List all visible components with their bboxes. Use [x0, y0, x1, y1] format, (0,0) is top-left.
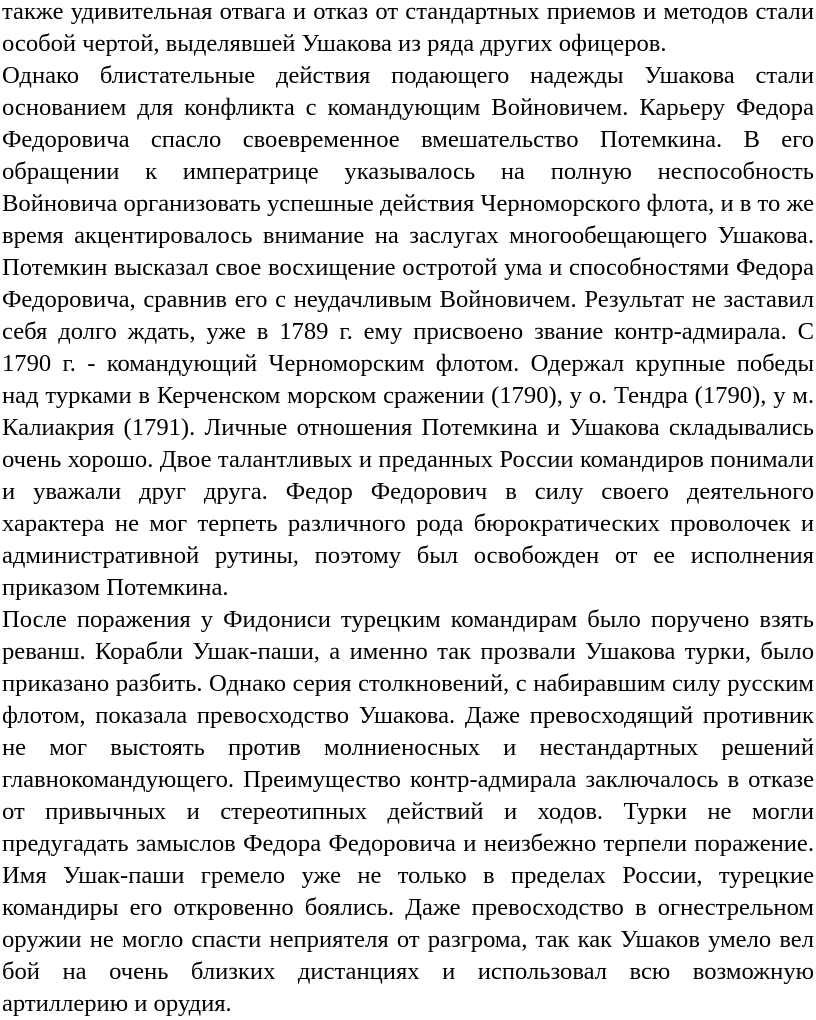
document-text [2, 0, 814, 1020]
paragraph-2: Однако блистательные действия подающего надежды Ушакова стали основанием для конфликта с командующим Войновичем. Карьеру Федора Федоровича спасло своевременное вмешательство Потемкина. В его обращении к императрице указывалось на полную неспособность Войновича организовать успешные действия Черноморского флота, и в то же время акцентировалось внимание на заслугах многообещающего Ушакова. Потемкин высказал свое восхищение остротой ума и способностями Федора Федоровича, сравнив его с неудачливым Войновичем. Результат не заставил себя долго ждать, уже в 1789 г. ему присвоено звание контр-адмирала. С 1790 г. - командующий Черноморским флотом. Одержал крупные победы над турками в Керченском морском сражении (1790), у о. Тендра (1790), у м. Калиакрия (1791). Личные отношения Потемкина и Ушакова складывались очень хорошо. Двое талантливых и преданных России командиров понимали и уважали друг друга. Федор Федорович в силу своего деятельного характера не мог терпеть различного рода бюрократических проволочек и административной рутины, поэтому был освобожден от ее исполнения приказом Потемкина. [2, 62, 814, 601]
paragraph-3: После поражения у Фидониси турецким командирам было поручено взять реванш. Корабли Ушак-паши, а именно так прозвали Ушакова турки, было приказано разбить. Однако серия столкновений, с набиравшим силу русским флотом, показала превосходство Ушакова. Даже превосходящий противник не мог выстоять против молниеносных и нестандартных решений главнокомандующего. Преимущество контр-адмирала заключалось в отказе от привычных и стереотипных действий и ходов. Турки не могли предугадать замыслов Федора Федоровича и неизбежно терпели поражение. Имя Ушак-паши гремело уже не только в пределах России, турецкие командиры его откровенно боялись. Даже превосходство в огнестрельном оружии не могло спасти неприятеля от разгрома, так как Ушаков умело вел бой на очень близких дистанциях и использовал всю возможную артиллерию и орудия. [2, 606, 814, 1017]
paragraph-1: также удивительная отвага и отказ от стандартных приемов и методов стали особой чертой, выделявшей Ушакова из ряда других офицеров. [2, 0, 814, 57]
